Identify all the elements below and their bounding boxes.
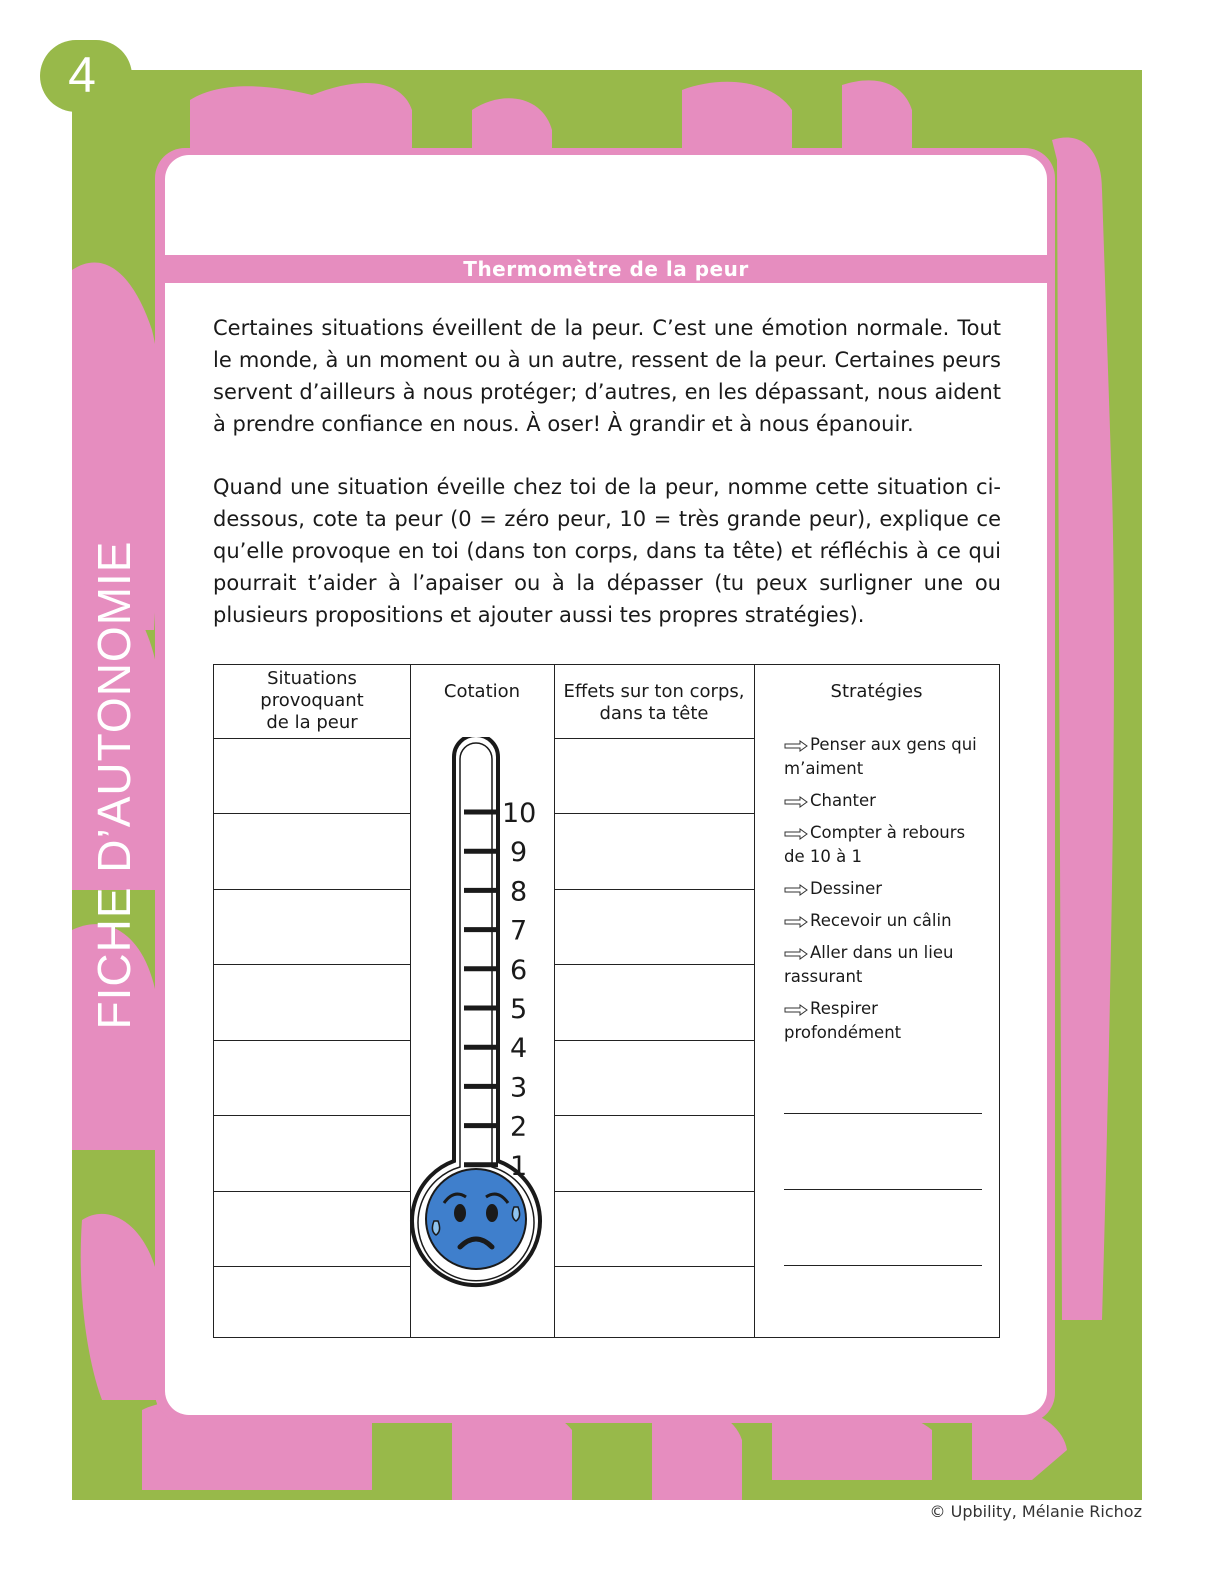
page-number: 4 [68,47,96,103]
table-row-line [554,1191,754,1192]
header-line: Stratégies [830,681,923,702]
strategy-item[interactable] [784,877,984,901]
fear-thermometer [404,737,554,1337]
table-row-line [554,738,754,739]
outline-arrow-icon [784,740,808,752]
column-divider [754,665,755,1337]
outline-arrow-icon [784,916,808,928]
column-divider [554,665,555,1337]
strategy-label: Penser aux gens qui m’aiment [784,735,977,778]
strategy-item[interactable] [784,789,984,813]
outline-arrow-icon [784,1004,808,1016]
scared-crying-face-icon [426,1169,526,1269]
outline-arrow-icon [784,948,808,960]
thermometer-scale-label: 1 [510,1150,528,1182]
strategy-item[interactable] [784,941,984,989]
header-strategies [754,681,999,703]
outline-arrow-icon [784,884,808,896]
header-line: Situations [267,668,357,689]
strategy-label: Compter à rebours de 10 à 1 [784,823,966,866]
thermometer-scale-label: 5 [510,994,528,1025]
table-row-line [554,1266,754,1267]
table-row-line [214,1266,410,1267]
table-row-line [214,1040,410,1041]
header-line: dans ta tête [599,703,709,724]
sheet-title: Thermomètre de la peur [165,255,1047,283]
header-line: de la peur [266,712,358,733]
header-line: Cotation [443,681,521,702]
table-row-line [214,889,410,890]
strategy-item[interactable] [784,997,984,1045]
strategy-label: Chanter [810,791,876,810]
table-row-line [554,964,754,965]
header-effects [554,681,754,725]
strategy-item[interactable] [784,821,984,869]
strategies-list [784,733,984,1053]
thermometer-scale-label: 3 [510,1072,528,1104]
header-situations [214,668,410,734]
outline-arrow-icon [784,828,808,840]
copyright: © Upbility, Mélanie Richoz [929,1502,1142,1521]
strategy-label: Recevoir un câlin [810,911,952,930]
thermometer-scale-label: 2 [510,1111,528,1143]
thermometer-scale-label: 6 [510,954,528,986]
table-row-line [214,1191,410,1192]
table-row-line [554,1115,754,1116]
header-line: provoquant [260,690,364,711]
strategy-writing-line [784,1113,982,1114]
thermometer-scale-label: 8 [510,876,528,908]
thermometer-scale-label: 4 [510,1033,528,1065]
side-title: FICHE D’AUTONOMIE [88,540,140,1030]
table-row-line [554,889,754,890]
strategy-label: Aller dans un lieu rassurant [784,943,954,986]
fear-table [213,664,1000,1338]
thermometer-scale-label: 7 [510,915,528,947]
instructions-paragraph: Quand une situation éveille chez toi de la peur, nomme cette situation ci-dessous, cote ta peur (0 = zéro peur, 10 = très grande peur), explique ce qu’elle provoque en toi (dans ton corps, dans ta tête) et réfléchis à ce qui pourrait t’aider à l’apaiser ou à la dépasser (tu peux surligner une ou plusieurs propositions et ajouter aussi tes propres stratégies). [213,475,1001,627]
intro-paragraph: Certaines situations éveillent de la peur. C’est une émotion normale. Tout le monde, à un moment ou à un autre, ressent de la peur. Certaines peurs servent d’ailleurs à nous protéger; d’autres, en les dépassant, nous aident à prendre confiance en nous. À oser! À grandir et à nous épanouir. [213,316,1001,436]
strategy-item[interactable] [784,733,984,781]
table-row-line [214,738,410,739]
header-cotation [410,681,554,703]
table-row-line [554,1040,754,1041]
strategy-writing-line [784,1189,982,1190]
outline-arrow-icon [784,796,808,808]
strategy-label: Respirer profondément [784,999,902,1042]
thermometer-scale-label: 9 [510,837,528,869]
thermometer-scale-label: 10 [502,798,537,829]
strategy-label: Dessiner [810,879,883,898]
strategy-writing-line [784,1265,982,1266]
header-line: Effets sur ton corps, [563,681,745,702]
strategy-item[interactable] [784,909,984,933]
table-row-line [214,813,410,814]
table-row-line [214,964,410,965]
table-row-line [554,813,754,814]
table-row-line [214,1115,410,1116]
